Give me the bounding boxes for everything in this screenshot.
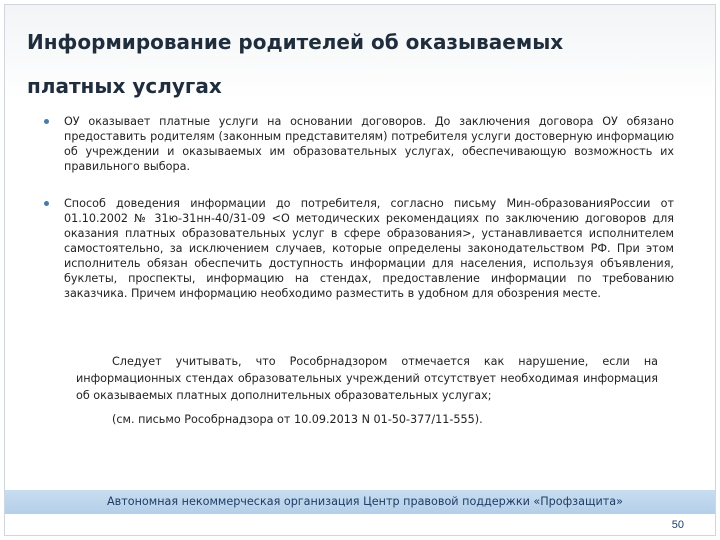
bullet-dot-icon (44, 201, 49, 206)
bullet-item-contracts (44, 114, 674, 174)
bullet-dot-icon (44, 119, 49, 124)
page-number: 50 (671, 519, 684, 531)
violation-note: Следует учитывать, что Рособрнадзором отмечается как нарушение, если на информационных стендах образовательных учреждений отсутствует необходимая информация об оказываемых платных дополнительных образовательных услугах; (76, 355, 658, 402)
bullet-text: ОУ оказывает платные услуги на основании договоров. До заключения договора ОУ обязано предоставить родителям (законным представителям) потребителя услуги достоверную информацию об учреждении и оказываемых им образовательных услугах, обеспечивающую возможность их правильного выбора. (64, 115, 674, 173)
slide-title: Информирование родителей об оказываемых платных услугах (27, 30, 564, 98)
bullet-item-information-method (44, 196, 674, 301)
letter-reference: (см. письмо Рособрнадзора от 10.09.2013 N 01-50-377/11-555). (112, 413, 483, 426)
footer-bar (5, 490, 715, 514)
footer-organization: Автономная некоммерческая организация Центр правовой поддержки «Профзащита» (106, 495, 624, 508)
bullet-text: Способ доведения информации до потребителя, согласно письму Мин-образованияРоссии от 01.10.2002 № 31ю-31нн-40/31-09 <О методических рекомендациях по заключению договоров для оказания платных образовательных услуг в сфере образования>, устанавливается исполнителем самостоятельно, за исключением случаев, которые определены законодательством РФ. При этом исполнитель обязан обеспечить доступность информации для населения, используя объявления, буклеты, проспекты, информацию на стендах, предоставление информации по требованию заказчика. Причем информацию необходимо разместить в удобном для обозрения месте. (64, 197, 674, 300)
bullet-list (44, 114, 674, 301)
